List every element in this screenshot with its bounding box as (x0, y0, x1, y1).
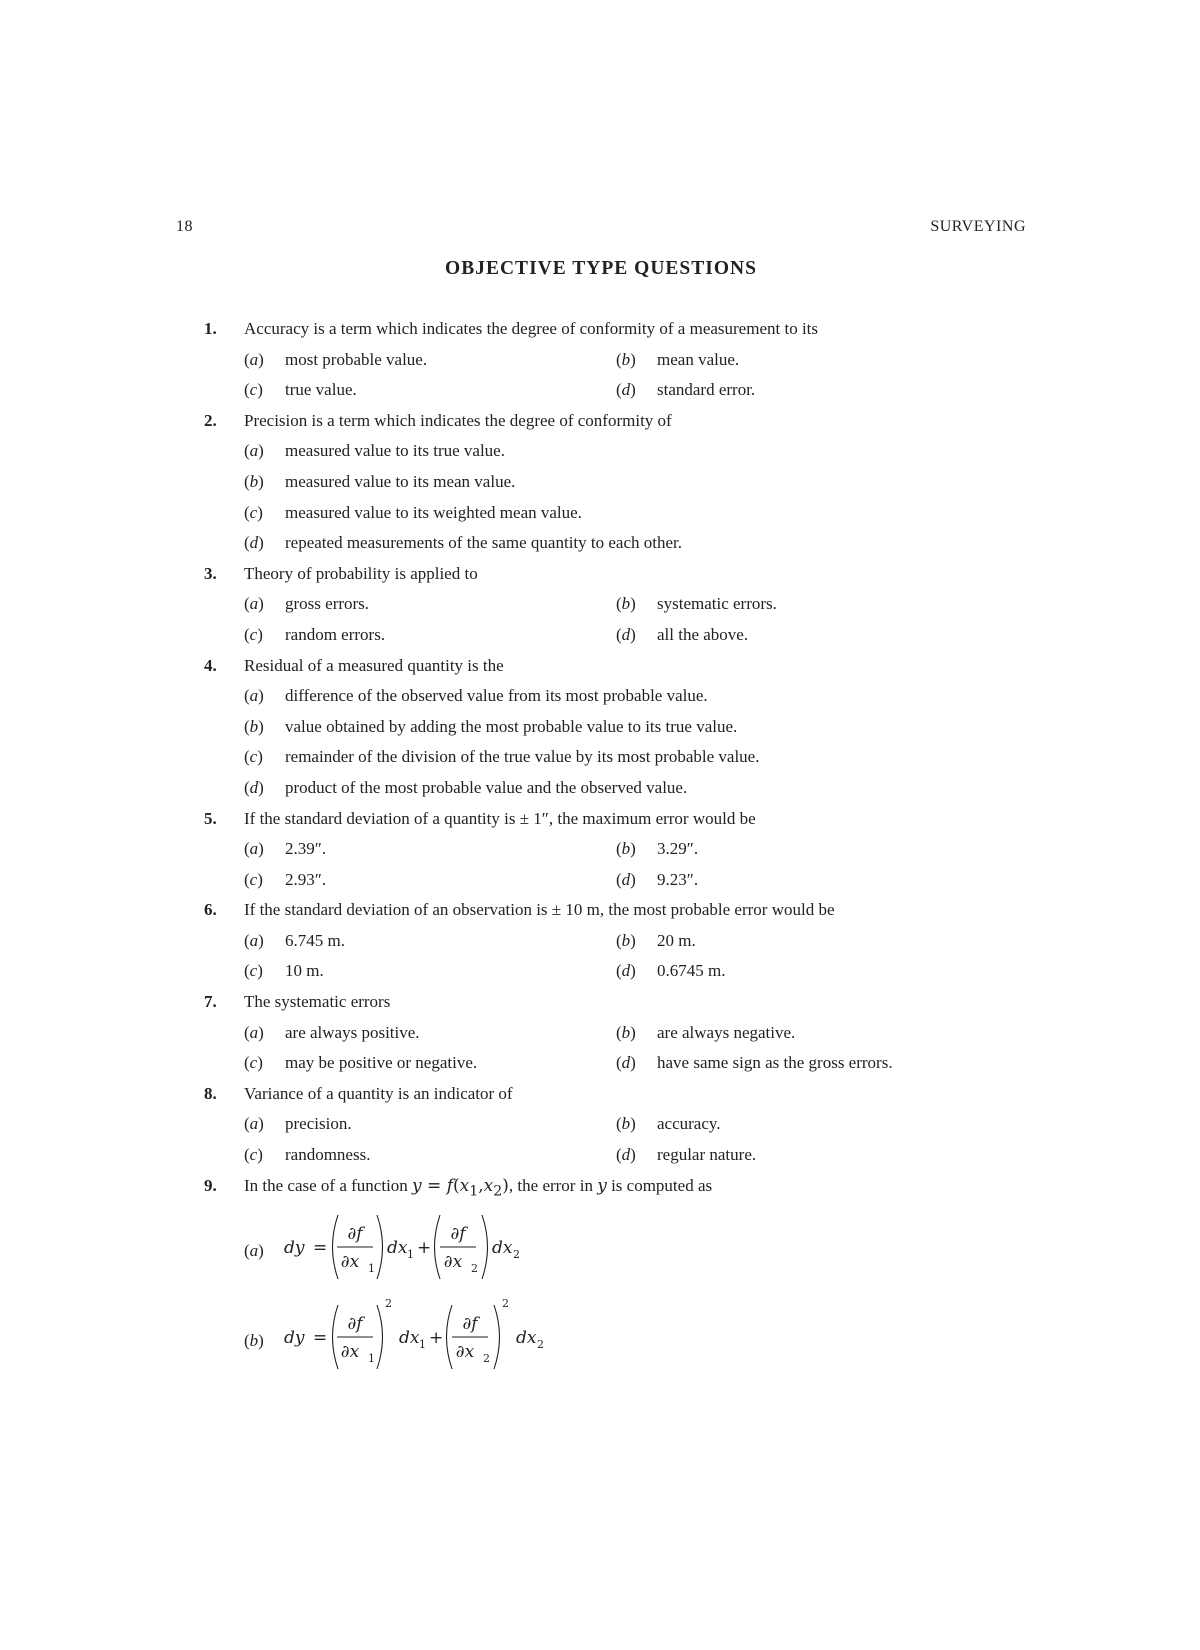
option-letter: b (621, 594, 631, 614)
option-text: all the above. (657, 624, 749, 644)
option-text: gross errors. (285, 594, 370, 614)
subscript: 2 (483, 1352, 490, 1366)
formula-lhs: dy (284, 1238, 305, 1259)
question (204, 314, 1034, 345)
math-var: x (483, 1175, 494, 1196)
question-number: 7. (204, 992, 217, 1012)
differential: dx (492, 1238, 513, 1259)
option-letter: b (621, 839, 631, 859)
option-text: measured value to its mean value. (285, 471, 516, 491)
option-text: are always negative. (657, 1022, 796, 1042)
question-number: 8. (204, 1083, 217, 1103)
numerator: ∂f (347, 1224, 363, 1245)
option-text: 10 m. (285, 961, 324, 981)
formula-option (204, 1201, 1034, 1291)
option-row (204, 620, 1034, 651)
question-text: Variance of a quantity is an indicator of (244, 1083, 513, 1103)
question-number: 5. (204, 808, 217, 828)
option-label: (a) (244, 349, 264, 369)
option-label: (a) (244, 839, 264, 859)
option-text: measured value to its weighted mean value. (285, 502, 582, 522)
option-letter: b (249, 471, 259, 491)
option-label: (c) (244, 869, 263, 889)
section-title: OBJECTIVE TYPE QUESTIONS (445, 258, 757, 279)
option-row (204, 742, 1034, 773)
option-text: randomness. (285, 1145, 371, 1165)
question-text: Accuracy is a term which indicates the degree of conformity of a measurement to its (244, 319, 819, 338)
subscript: 1 (368, 1262, 375, 1276)
question-text-part: is computed as (606, 1175, 713, 1195)
option-text: 9.23″. (657, 869, 699, 889)
option-label: (c) (244, 961, 263, 981)
math-sub: 2 (493, 1183, 503, 1200)
option-row (204, 1140, 1034, 1171)
option-text: may be positive or negative. (285, 1053, 478, 1073)
numerator: ∂f (462, 1314, 478, 1335)
option-letter: b (621, 1022, 631, 1042)
option-text: true value. (285, 380, 357, 400)
option-row (204, 773, 1034, 804)
denominator: ∂x (443, 1252, 463, 1273)
option-label: (a) (244, 1241, 264, 1261)
question-number: 3. (204, 563, 217, 583)
option-letter: a (249, 1114, 259, 1134)
question-text: Residual of a measured quantity is the (244, 655, 504, 675)
option-text: 20 m. (657, 930, 696, 950)
right-paren (377, 1305, 383, 1369)
math-sub: 1 (469, 1183, 479, 1200)
question-text: If the standard deviation of an observation is ± 10 m, the most probable error would be (244, 900, 835, 920)
option-text: 6.745 m. (285, 930, 345, 950)
option-label: (b) (616, 1114, 636, 1134)
numerator: ∂f (450, 1224, 466, 1245)
option-letter: c (249, 747, 258, 767)
option-text: accuracy. (657, 1114, 721, 1134)
differential: dx (387, 1238, 408, 1259)
option-label: (a) (244, 1114, 264, 1134)
math-var: y (412, 1175, 422, 1196)
right-paren (482, 1215, 488, 1279)
exponent: 2 (385, 1297, 392, 1311)
option-letter: a (249, 930, 259, 950)
option-label: (b) (616, 839, 636, 859)
option-label: (b) (616, 349, 636, 369)
subscript: 1 (368, 1352, 375, 1366)
math-var: x (459, 1175, 470, 1196)
math-paren: ( (453, 1175, 460, 1196)
math-func: f (446, 1175, 454, 1196)
option-row (204, 834, 1034, 865)
question (204, 1079, 1034, 1110)
option-row (204, 1018, 1034, 1049)
option-row (204, 375, 1034, 406)
option-text: product of the most probable value and the observed value. (285, 777, 688, 797)
option-letter: d (621, 869, 631, 889)
option-letter: d (621, 961, 631, 981)
option-letter: c (249, 502, 258, 522)
option-text: 2.93″. (285, 869, 327, 889)
option-letter: b (249, 716, 259, 736)
option-label: (c) (244, 747, 263, 767)
option-label: (a) (244, 686, 264, 706)
question (204, 1171, 1034, 1202)
option-letter: c (249, 380, 258, 400)
option-text: precision. (285, 1114, 352, 1134)
option-row (204, 528, 1034, 559)
option-label: (d) (616, 624, 636, 644)
formula-eq: = (313, 1238, 328, 1259)
question-list (204, 314, 1034, 1381)
math-comma: , (478, 1175, 484, 1196)
option-letter: d (621, 380, 631, 400)
option-label: (a) (244, 441, 264, 461)
option-text: repeated measurements of the same quantity to each other. (285, 533, 682, 553)
option-text: are always positive. (285, 1022, 420, 1042)
option-text: have same sign as the gross errors. (657, 1053, 893, 1073)
differential: dx (399, 1328, 420, 1349)
page-header (176, 218, 1026, 242)
option-letter: b (621, 930, 631, 950)
option-row (204, 589, 1034, 620)
question-number: 4. (204, 655, 217, 675)
option-row (204, 1048, 1034, 1079)
option-row (204, 498, 1034, 529)
option-letter: a (249, 686, 259, 706)
denominator: ∂x (455, 1342, 475, 1363)
option-text: measured value to its true value. (285, 441, 505, 461)
question-text-part: , the error in (508, 1175, 598, 1195)
differential: dx (516, 1328, 537, 1349)
option-text: 3.29″. (657, 839, 699, 859)
option-text: most probable value. (285, 349, 428, 369)
option-text: value obtained by adding the most probable value to its true value. (285, 716, 738, 736)
question (204, 895, 1034, 926)
option-text: remainder of the division of the true value by its most probable value. (285, 747, 760, 767)
option-letter: d (621, 1053, 631, 1073)
plus-sign: + (429, 1328, 444, 1349)
running-title: SURVEYING (930, 218, 1026, 235)
option-letter: a (249, 839, 259, 859)
option-row (204, 345, 1034, 376)
numerator: ∂f (347, 1314, 363, 1335)
option-letter: a (249, 441, 259, 461)
option-row (204, 436, 1034, 467)
option-text: systematic errors. (657, 594, 777, 614)
option-label: (d) (616, 869, 636, 889)
option-label: (b) (616, 1022, 636, 1042)
subscript: 2 (471, 1262, 478, 1276)
option-letter: a (249, 1241, 259, 1261)
question (204, 987, 1034, 1018)
option-label: (a) (244, 594, 264, 614)
option-text: difference of the observed value from its most probable value. (285, 686, 708, 706)
option-label: (a) (244, 930, 264, 950)
denominator: ∂x (340, 1252, 360, 1273)
option-letter: b (249, 1331, 259, 1351)
denominator: ∂x (340, 1342, 360, 1363)
math-eq: = (421, 1175, 447, 1196)
option-text: standard error. (657, 380, 756, 400)
question (204, 804, 1034, 835)
right-paren (494, 1305, 500, 1369)
plus-sign: + (417, 1238, 432, 1259)
option-row (204, 712, 1034, 743)
option-text: random errors. (285, 624, 386, 644)
option-label: (c) (244, 1053, 263, 1073)
option-label: (a) (244, 1022, 264, 1042)
formula-eq: = (313, 1328, 328, 1349)
left-paren (435, 1215, 441, 1279)
option-letter: c (249, 869, 258, 889)
option-label: (b) (616, 930, 636, 950)
subscript: 1 (419, 1338, 426, 1352)
option-label: (b) (616, 594, 636, 614)
option-row (204, 926, 1034, 957)
option-label: (d) (616, 1053, 636, 1073)
subscript: 1 (407, 1248, 414, 1262)
question (204, 559, 1034, 590)
question-text: If the standard deviation of a quantity is ± 1″, the maximum error would be (244, 808, 756, 828)
option-letter: d (249, 777, 259, 797)
option-text: mean value. (657, 349, 740, 369)
option-row (204, 956, 1034, 987)
option-letter: b (621, 1114, 631, 1134)
left-paren (447, 1305, 453, 1369)
option-letter: d (621, 624, 631, 644)
option-letter: b (621, 349, 631, 369)
option-label: (c) (244, 502, 263, 522)
formula-svg (284, 1201, 584, 1291)
option-text: 2.39″. (285, 839, 327, 859)
option-letter: a (249, 1022, 259, 1042)
option-label: (b) (244, 716, 264, 736)
question-text: The systematic errors (244, 992, 391, 1012)
math-var: y (597, 1175, 607, 1196)
option-row (204, 1109, 1034, 1140)
option-label: (d) (616, 961, 636, 981)
option-label: (b) (244, 1331, 264, 1351)
option-letter: c (249, 1145, 258, 1165)
option-letter: c (249, 624, 258, 644)
question (204, 651, 1034, 682)
option-letter: d (249, 533, 259, 553)
option-label: (c) (244, 380, 263, 400)
option-letter: c (249, 961, 258, 981)
formula-option (204, 1291, 1034, 1381)
option-label: (c) (244, 624, 263, 644)
question-number: 1. (204, 319, 217, 338)
option-label: (d) (616, 380, 636, 400)
option-row (204, 865, 1034, 896)
option-label: (d) (244, 533, 264, 553)
question-text: Theory of probability is applied to (244, 563, 478, 583)
subscript: 2 (513, 1248, 520, 1262)
option-label: (c) (244, 1145, 263, 1165)
formula-svg (284, 1291, 584, 1381)
page-number: 18 (176, 218, 193, 235)
option-text: regular nature. (657, 1145, 757, 1165)
question-number: 9. (204, 1175, 217, 1195)
option-label: (d) (244, 777, 264, 797)
option-label: (d) (616, 1145, 636, 1165)
right-paren (377, 1215, 383, 1279)
option-row (204, 681, 1034, 712)
question-number: 2. (204, 410, 217, 430)
question (204, 406, 1034, 437)
formula-lhs: dy (284, 1328, 305, 1349)
option-row (204, 467, 1034, 498)
option-letter: a (249, 349, 259, 369)
option-letter: c (249, 1053, 258, 1073)
option-label: (b) (244, 471, 264, 491)
option-text: 0.6745 m. (657, 961, 726, 981)
question-text-part: In the case of a function (244, 1175, 413, 1195)
exponent: 2 (502, 1297, 509, 1311)
subscript: 2 (537, 1338, 544, 1352)
option-letter: a (249, 594, 259, 614)
math-paren: ) (502, 1175, 509, 1196)
question-number: 6. (204, 900, 217, 920)
question-text: Precision is a term which indicates the degree of conformity of (244, 410, 672, 430)
option-letter: d (621, 1145, 631, 1165)
